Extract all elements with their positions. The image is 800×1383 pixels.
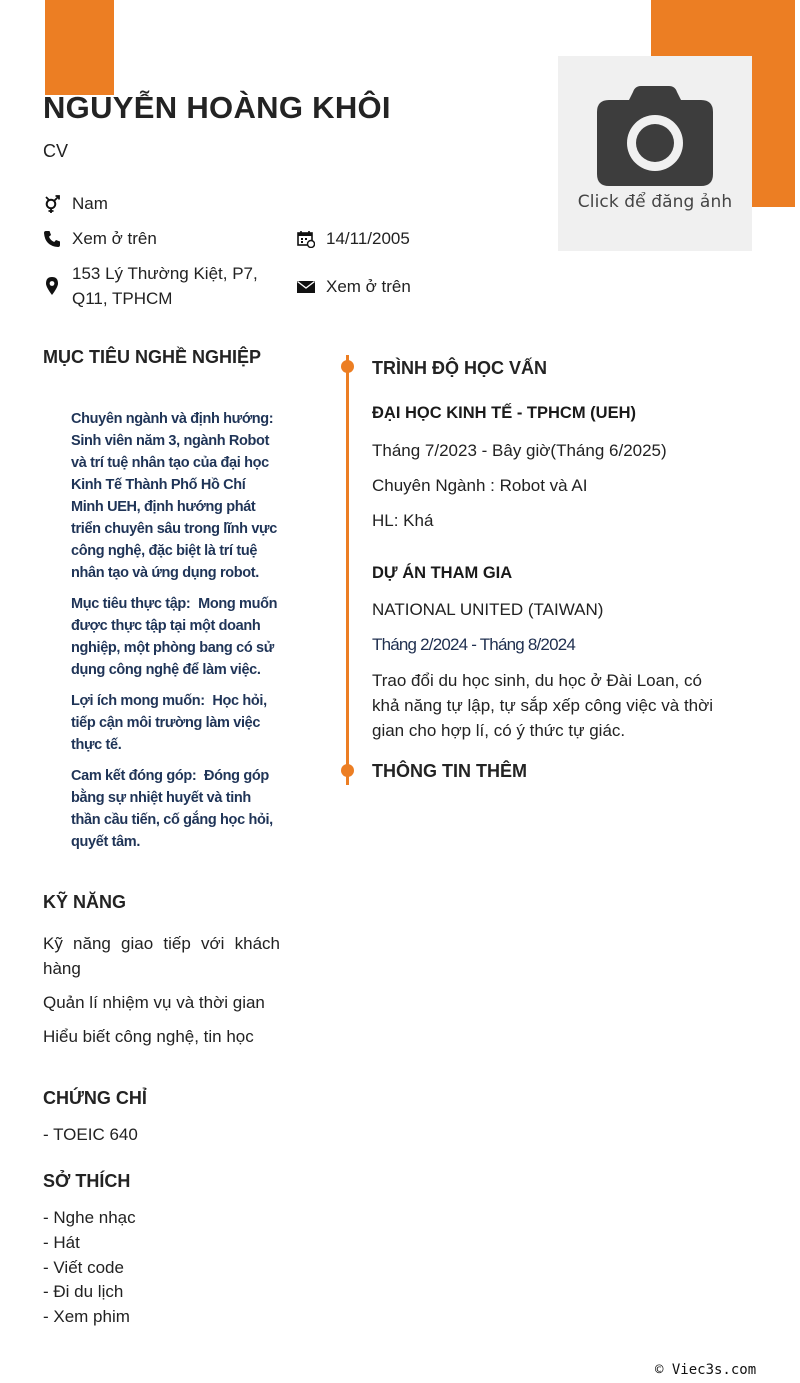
location-icon — [43, 277, 61, 295]
education-major: Chuyên Ngành : Robot và AI — [372, 476, 588, 495]
birthday-row — [297, 226, 410, 251]
gender-icon — [43, 195, 61, 213]
objective-item: Mục tiêu thực tập: Mong muốn được thực tập tại một doanh nghiệp, một phòng bang có sử dụng công nghệ để làm việc. — [71, 596, 278, 678]
project-period: Tháng 2/2024 - Tháng 8/2024 — [372, 635, 576, 654]
extra-info-title: THÔNG TIN THÊM — [372, 761, 527, 781]
skills-title: KỸ NĂNG — [43, 892, 127, 912]
objective-item: Chuyên ngành và định hướng: Sinh viên năm 3, ngành Robot và trí tuệ nhân tạo của đại học Kinh Tế Thành Phố Hồ Chí Minh UEH, định hướng phát triển chuyên sâu trong lĩnh vực công nghệ, đặc biệt là trí tuệ nhân tạo và ứng dụng robot. — [71, 411, 277, 581]
timeline-dot — [341, 764, 354, 777]
hobby-item: - Đi du lịch — [43, 1282, 124, 1301]
address-value: 153 Lý Thường Kiệt, P7, Q11, TPHCM — [72, 264, 258, 308]
certificate-item: - TOEIC 640 — [43, 1125, 138, 1144]
project-name: NATIONAL UNITED (TAIWAN) — [372, 600, 604, 619]
school-name: ĐẠI HỌC KINH TẾ - TPHCM (UEH) — [372, 404, 636, 422]
birthday-value: 14/11/2005 — [326, 229, 410, 248]
objective-item: Lợi ích mong muốn: Học hỏi, tiếp cận môi trường làm việc thực tế. — [71, 693, 267, 753]
gender-row — [43, 191, 108, 216]
calendar-icon — [297, 230, 315, 248]
address-row — [43, 261, 293, 311]
phone-value: Xem ở trên — [72, 229, 157, 248]
email-value: Xem ở trên — [326, 277, 411, 296]
hobby-item: - Nghe nhạc — [43, 1208, 136, 1227]
skill-item: Quản lí nhiệm vụ và thời gian — [43, 993, 265, 1012]
hobbies-title: SỞ THÍCH — [43, 1171, 131, 1191]
decor-block-left — [45, 0, 114, 95]
skill-item: Hiểu biết công nghệ, tin học — [43, 1027, 254, 1046]
education-period: Tháng 7/2023 - Bây giờ(Tháng 6/2025) — [372, 441, 667, 460]
project-description: Trao đổi du học sinh, du học ở Đài Loan, có khả năng tự lập, tự sắp xếp công việc và thời gian cho hợp lí, có ý thức tự giác. — [372, 671, 714, 740]
footer-copyright: © Viec3s.com — [655, 1362, 757, 1378]
mail-icon — [297, 278, 315, 296]
skill-item: Kỹ năng giao tiếp với khách hàng — [43, 934, 280, 978]
project-title: DỰ ÁN THAM GIA — [372, 564, 513, 582]
hobby-item: - Viết code — [43, 1258, 124, 1277]
certificates-title: CHỨNG CHỈ — [43, 1088, 147, 1108]
cv-subtitle: CV — [43, 141, 69, 161]
email-row — [297, 274, 411, 299]
timeline-dot — [341, 360, 354, 373]
education-title: TRÌNH ĐỘ HỌC VẤN — [372, 358, 547, 378]
phone-icon — [43, 230, 61, 248]
objective-title: MỤC TIÊU NGHỀ NGHIỆP — [43, 347, 262, 367]
gender-value: Nam — [72, 194, 108, 213]
photo-caption: Click để đăng ảnh — [577, 192, 733, 212]
camera-icon — [597, 84, 713, 188]
hobby-item: - Hát — [43, 1233, 80, 1252]
education-grade: HL: Khá — [372, 511, 434, 530]
phone-row — [43, 226, 157, 251]
hobby-item: - Xem phim — [43, 1307, 130, 1326]
candidate-name: NGUYỄN HOÀNG KHÔI — [43, 90, 391, 125]
photo-upload[interactable] — [558, 56, 752, 251]
objective-item: Cam kết đóng góp: Đóng góp bằng sự nhiệt huyết và tinh thần cầu tiến, cố gắng học hỏi, quyết tâm. — [71, 768, 273, 850]
timeline-line — [346, 355, 349, 785]
objective-list — [71, 408, 281, 862]
